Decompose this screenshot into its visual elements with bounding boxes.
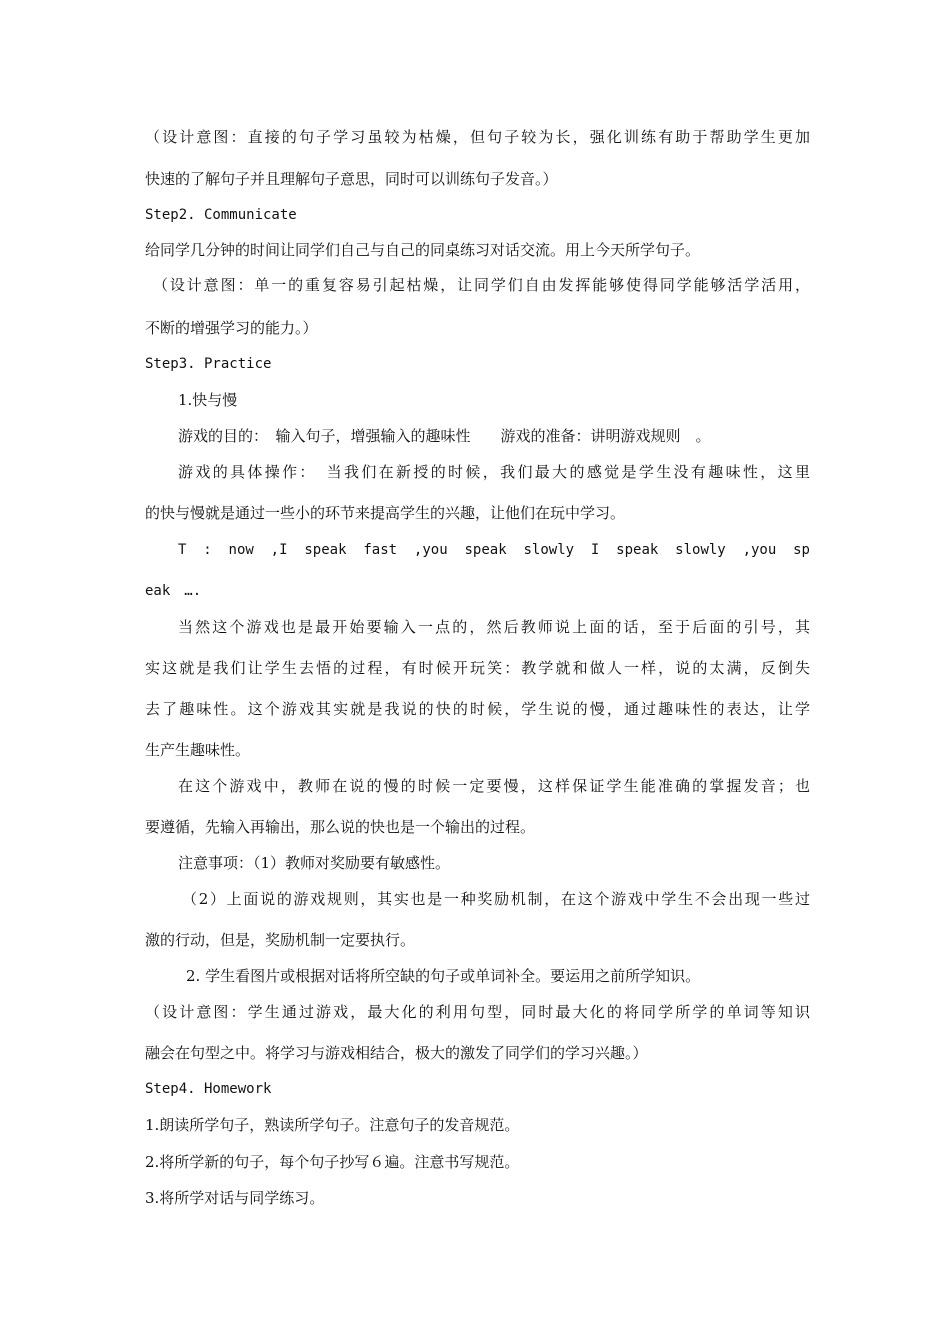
game-1-title: 1.快与慢	[178, 391, 238, 409]
step2-heading: Step2. Communicate	[145, 207, 297, 223]
notes-item-2-line-2: 激的行动，但是，奖励机制一定要执行。	[145, 931, 416, 949]
design-intent-2-line-1: （设计意图：单一的重复容易引起枯燥，让同学们自由发挥能够使得同学能够活学活用，	[153, 276, 810, 294]
homework-item-2: 2.将所学新的句子，每个句子抄写６遍。注意书写规范。	[145, 1153, 520, 1171]
game-note-line-3: 去了趣味性。这个游戏其实就是我说的快的时候，学生说的慢，通过趣味性的表达，让学	[145, 700, 810, 718]
game-operation-line-2: 的快与慢就是通过一些小的环节来提高学生的兴趣，让他们在玩中学习。	[145, 504, 626, 522]
activity-2: 2. 学生看图片或根据对话将所空缺的句子或单词补全。要运用之前所学知识。	[186, 967, 701, 985]
notes-item-1: 注意事项：（1）教师对奖励要有敏感性。	[178, 854, 451, 872]
design-intent-3-line-2: 融会在句型之中。将学习与游戏相结合，极大的激发了同学们的学习兴趣。）	[145, 1044, 648, 1062]
homework-item-3: 3.将所学对话与同学练习。	[145, 1189, 325, 1207]
step2-instruction: 给同学几分钟的时间让同学们自己与自己的同桌练习对话交流。用上今天所学句子。	[145, 241, 701, 259]
game-note-line-4: 生产生趣味性。	[145, 741, 251, 759]
step3-heading: Step3. Practice	[145, 356, 272, 372]
design-intent-1-line-2: 快速的了解句子并且理解句子意思，同时可以训练句子发音。）	[145, 170, 558, 188]
game-note-line-1: 当然这个游戏也是最开始要输入一点的，然后教师说上面的话，至于后面的引号，其	[178, 618, 810, 636]
game-pace-line-1: 在这个游戏中，教师在说的慢的时候一定要慢，这样保证学生能准确的掌握发音；也	[178, 777, 810, 795]
game-dialogue-line-1: T : now ,I speak fast ,you speak slowly I speak slowly ,you sp	[178, 542, 810, 558]
game-dialogue-line-2: eak ….	[145, 583, 202, 599]
game-purpose: 游戏的目的： 输入句子，增强输入的趣味性 游戏的准备：讲明游戏规则 。	[178, 427, 711, 445]
design-intent-3-line-1: （设计意图：学生通过游戏，最大化的利用句型，同时最大化的将同学所学的单词等知识	[145, 1003, 810, 1021]
game-note-line-2: 实这就是我们让学生去悟的过程，有时候开玩笑：教学就和做人一样，说的太满，反倒失	[145, 659, 810, 677]
notes-item-2-line-1: （2）上面说的游戏规则，其实也是一种奖励机制，在这个游戏中学生不会出现一些过	[182, 890, 810, 908]
game-operation-line-1: 游戏的具体操作： 当我们在新授的时候，我们最大的感觉是学生没有趣味性，这里	[178, 463, 810, 481]
step4-heading: Step4. Homework	[145, 1081, 272, 1097]
homework-item-1: 1.朗读所学句子，熟读所学句子。注意句子的发音规范。	[145, 1116, 520, 1134]
design-intent-1-line-1: （设计意图：直接的句子学习虽较为枯燥，但句子较为长，强化训练有助于帮助学生更加	[145, 128, 810, 146]
game-pace-line-2: 要遵循，先输入再输出，那么说的快也是一个输出的过程。	[145, 818, 536, 836]
design-intent-2-line-2: 不断的增强学习的能力。）	[145, 319, 318, 337]
